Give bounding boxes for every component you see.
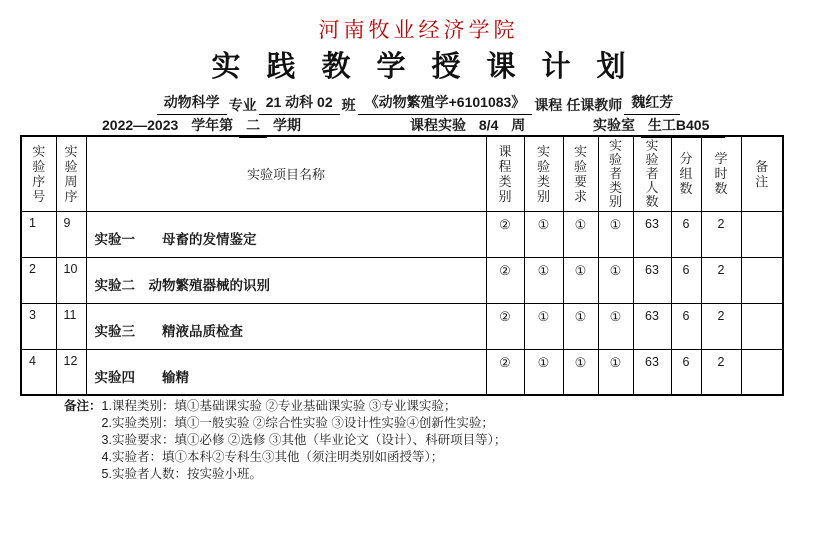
teacher-label: 任课教师: [566, 97, 623, 113]
subject-type-cell: ①: [598, 211, 633, 257]
groups-cell: 6: [671, 211, 701, 257]
remark-cell: [741, 211, 783, 257]
seq-cell: 4: [21, 349, 56, 395]
exp-type-cell: ①: [524, 303, 563, 349]
groups-cell: 6: [671, 349, 701, 395]
subject-type-cell: ①: [598, 349, 633, 395]
groups-cell: 6: [671, 257, 701, 303]
week-label: 周: [511, 117, 526, 133]
week-cell: 9: [56, 211, 86, 257]
footnotes-lines: [102, 398, 507, 483]
subject-count-cell: 63: [633, 211, 671, 257]
subject-count-cell: 63: [633, 303, 671, 349]
table-header-row: [21, 136, 783, 211]
col-header-groups: 分组数: [671, 136, 701, 211]
requirement-cell: ①: [563, 349, 598, 395]
exp-type-cell: ①: [524, 349, 563, 395]
footnote-line: 1.课程类别：填①基础课实验 ②专业基础课实验 ③专业课实验；: [101, 399, 457, 413]
seq-cell: 2: [21, 257, 56, 303]
major-value: 动物科学: [157, 92, 227, 115]
teacher-value: 魏红芳: [624, 92, 680, 115]
subject-type-cell: ①: [598, 303, 633, 349]
exp-type-cell: ①: [524, 211, 563, 257]
project-name-cell: 实验二 动物繁殖器械的识别: [86, 257, 486, 303]
remark-cell: [741, 349, 783, 395]
lab-value: 生工B405: [641, 115, 725, 138]
table-row: [21, 349, 783, 395]
project-name-cell: 实验四 输精: [86, 349, 486, 395]
seq-cell: 3: [21, 303, 56, 349]
footnote-line: 4.实验者：填①本科②专科生③其他（须注明类别如函授等）；: [101, 450, 444, 464]
table-row: [21, 303, 783, 349]
requirement-cell: ①: [563, 303, 598, 349]
remark-cell: [741, 303, 783, 349]
groups-cell: 6: [671, 303, 701, 349]
hours-cell: 2: [701, 211, 741, 257]
col-header-course-type: 课程类别: [486, 136, 524, 211]
seq-cell: 1: [21, 211, 56, 257]
course-label: 课程: [534, 97, 563, 113]
hours-cell: 2: [701, 303, 741, 349]
major-label: 专业: [228, 97, 257, 113]
project-name-cell: 实验三 精液品质检查: [86, 303, 486, 349]
footnotes: [64, 398, 784, 483]
col-header-week: 实验周序: [56, 136, 86, 211]
course-exp-label: 课程实验: [410, 117, 466, 133]
col-header-hours: 学时数: [701, 136, 741, 211]
term-label-a: 学年第: [191, 117, 234, 133]
hours-cell: 2: [701, 349, 741, 395]
lab-label: 实验室: [593, 117, 635, 133]
remark-cell: [741, 257, 783, 303]
table-row: [21, 211, 783, 257]
course-type-cell: ②: [486, 349, 524, 395]
course-type-cell: ②: [486, 211, 524, 257]
week-cell: 10: [56, 257, 86, 303]
col-header-seq: 实验序号: [21, 136, 56, 211]
term-label-b: 学期: [272, 117, 301, 133]
footnote-line: 2.实验类别：填①一般实验 ②综合性实验 ③设计性实验④创新性实验；: [101, 416, 494, 430]
col-header-project-name: 实验项目名称: [86, 136, 486, 211]
hours-cell: 2: [701, 257, 741, 303]
course-info-line: [0, 92, 837, 115]
exp-type-cell: ①: [524, 257, 563, 303]
school-name: 河南牧业经济学院: [318, 18, 519, 42]
years-value: 2022—2023: [95, 117, 185, 136]
term-info-line: [0, 115, 837, 135]
course-type-cell: ②: [486, 303, 524, 349]
col-header-remark: 备注: [741, 136, 783, 211]
table-row: [21, 257, 783, 303]
col-header-subject-type: 实验者类别: [598, 136, 633, 211]
week-cell: 12: [56, 349, 86, 395]
col-header-exp-type: 实验类别: [524, 136, 563, 211]
week-cell: 11: [56, 303, 86, 349]
term-value: 二: [239, 115, 267, 138]
requirement-cell: ①: [563, 211, 598, 257]
course-exp-group: [408, 115, 527, 136]
teaching-plan-table: [20, 135, 784, 396]
requirement-cell: ①: [563, 257, 598, 303]
class-label: 班: [341, 97, 356, 113]
footnotes-label: 备注：: [64, 399, 102, 413]
footnote-line: 3.实验要求：填①必修 ②选修 ③其他（毕业论文（设计）、科研项目等）；: [101, 433, 507, 447]
subject-type-cell: ①: [598, 257, 633, 303]
footnote-line: 5.实验者人数：按实验小班。: [101, 467, 262, 481]
course-type-cell: ②: [486, 257, 524, 303]
col-header-requirement: 实验要求: [563, 136, 598, 211]
subject-count-cell: 63: [633, 257, 671, 303]
subject-count-cell: 63: [633, 349, 671, 395]
course-value: 《动物繁殖学+6101083》: [358, 92, 533, 115]
course-exp-value: 8/4: [472, 117, 505, 136]
class-value: 21 动科 02: [259, 92, 340, 115]
project-name-cell: 实验一 母畜的发情鉴定: [86, 211, 486, 257]
page-title: 实践教学授课计划: [211, 51, 652, 83]
col-header-subject-count: 实验者人数: [633, 136, 671, 211]
